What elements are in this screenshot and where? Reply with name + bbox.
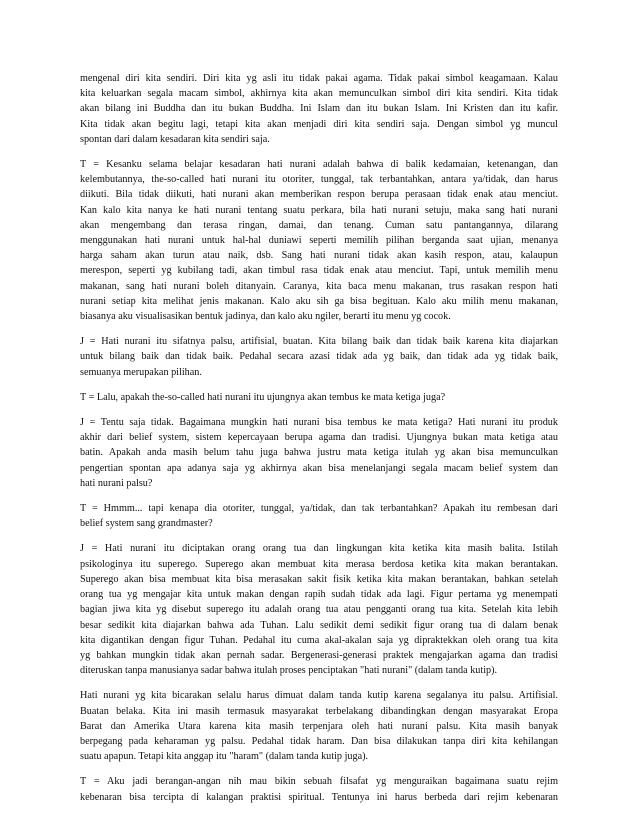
text-line: Buatan belaka. Kita ini masih termasuk masyarakat terbelakang dibandingkan dengan masyarakat Eropa xyxy=(80,705,558,717)
text-line: batin. Apakah anda masih belum tahu juga bahwa justru mata ketiga itulah yg akan bisa memunculkan xyxy=(80,447,558,459)
text-line: bagian jiwa kita yg disebut superego itu adalah orang tua atau pengganti orang tua kita. Setelah kita lebih xyxy=(80,604,558,616)
text-line: biasanya aku visualisasikan bentuk jadinya, dan kalo aku ngiler, berarti itu menu yg cocok. xyxy=(80,311,451,323)
document-page xyxy=(80,71,558,805)
text-line: T = Aku jadi berangan-angan nih mau bikin sebuah filsafat yg menguraikan bagaimana suatu rejim xyxy=(80,776,558,788)
paragraph xyxy=(80,390,558,405)
text-line: J = Hati nurani itu sifatnya palsu, artifisial, buatan. Kita bilang baik dan tidak baik karena kita diajarkan xyxy=(80,336,558,348)
text-line: T = Lalu, apakah the-so-called hati nurani itu ujungnya akan tembus ke mata ketiga juga? xyxy=(80,391,446,403)
text-line: J = Tentu saja tidak. Bagaimana mungkin hati nurani bisa tembus ke mata ketiga? Hati nurani itu produk xyxy=(80,417,558,429)
text-line: mengenal diri kita sendiri. Diri kita yg asli itu tidak pakai agama. Tidak pakai simbol keagamaan. Kalau xyxy=(80,73,558,84)
text-line: kelembutannya, the-so-called hati nurani itu otoriter, tunggal, tak terbantahkan, antara ya/tidak, dan harus xyxy=(80,174,558,186)
paragraph xyxy=(80,71,558,147)
paragraph xyxy=(80,501,558,531)
paragraph xyxy=(80,334,558,380)
text-line: diteruskan tanpa manusianya sadar bahwa itulah proses penciptakan "hati nurani" (dalam tanda kutip). xyxy=(80,665,498,677)
text-line: pengertian spontan apa adanya saja yg akhirnya akan bisa menelanjangi segala macam belief system dan xyxy=(80,462,558,474)
text-line: merespon, seperti yg kubilang tadi, akan timbul rasa tidak enak atau menciut. Tapi, untuk memilih menu xyxy=(80,265,558,277)
text-line: kita keluarkan segala macam simbol, akhirnya kita akan memunculkan simbol diri kita sendiri. Kita tidak xyxy=(80,88,558,100)
text-line: T = Kesanku selama belajar kesadaran hati nurani adalah bahwa di balik kedamaian, ketenangan, dan xyxy=(80,159,558,171)
text-line: akhir dari belief system, sistem kepercayaan berupa agama dan tradisi. Ujungnya bukan mata ketiga atau xyxy=(80,432,558,444)
text-line: akan mengembang dan terasa ringan, damai, dan tenang. Cuman satu pantangannya, dilarang xyxy=(80,219,558,231)
text-line: akan bilang ini Buddha dan itu bukan Buddha. Ini Islam dan itu bukan Islam. Ini Kristen dan itu kafir. xyxy=(80,103,558,115)
text-line: belief system sang grandmaster? xyxy=(80,518,213,530)
text-line: diikuti. Bila tidak diikuti, hati nurani akan memberikan respon berupa perasaan tidak enak atau menciut. xyxy=(80,189,558,201)
text-line: Superego akan bisa membuat kita bisa merasakan sakit fisik ketika kita makan berantakan, bahkan setelah xyxy=(80,573,558,585)
text-line: kebenaran bisa tercipta di kalangan praktisi spiritual. Tentunya ini harus berbeda dari rejim kebenaran xyxy=(80,791,558,803)
paragraph xyxy=(80,415,558,491)
text-line: hati nurani palsu? xyxy=(80,477,153,489)
text-line: semuanya merupakan pilihan. xyxy=(80,366,202,378)
text-line: Kan kalo kita nanya ke hati nurani tentang suatu perkara, bila hati nurani setuju, maka sang hati nurani xyxy=(80,204,558,216)
paragraph xyxy=(80,541,558,678)
paragraph xyxy=(80,157,558,324)
text-line: psikologinya itu superego. Superego akan membuat kita merasa berdosa ketika kita makan berantakan. xyxy=(80,558,558,570)
text-line: Kita tidak akan begitu lagi, tetapi kita akan menjadi diri kita sendiri saja. Dengan simbol yg muncul xyxy=(80,118,558,130)
text-line: berpegang pada keharaman yg palsu. Pedahal tidak haram. Dan bisa dilakukan tanpa diri kita kehilangan xyxy=(80,735,558,747)
text-line: J = Hati nurani itu diciptakan orang orang tua dan lingkungan kita ketika kita masih balita. Istilah xyxy=(80,543,558,555)
text-line: nurani setiap kita melihat jenis makanan. Kalo aku sih ga bisa begituan. Kalo aku milih menu makanan, xyxy=(80,295,558,307)
text-line: menggunakan hati nurani untuk hal-hal duniawi seperti memilih pilihan berganda saat ujian, menanya xyxy=(80,235,558,247)
text-line: makanan, sang hati nurani boleh ditanyain. Caranya, kita baca menu makanan, trus rasakan respon hati xyxy=(80,280,558,292)
text-line: spontan dari dalam kesadaran kita sendiri saja. xyxy=(80,133,270,145)
paragraph xyxy=(80,774,558,804)
text-line: Barat dan Amerika Utara karena kita masih terpenjara oleh hati nurani palsu. Kita masih banyak xyxy=(80,720,558,732)
text-line: besar sedikit kita diajarkan bahwa ada Tuhan. Lalu sedikit demi sedikit figur orang tua di dalam benak xyxy=(80,619,558,631)
text-line: kita digantikan dengan figur Tuhan. Pedahal itu cuma akal-akalan saja yg dipraktekkan oleh orang tua kita xyxy=(80,634,558,646)
paragraph xyxy=(80,688,558,764)
text-line: Hati nurani yg kita bicarakan selalu harus dimuat dalam tanda kutip karena segalanya itu palsu. Artifisial. xyxy=(80,690,558,702)
text-line: T = Hmmm... tapi kenapa dia otoriter, tunggal, ya/tidak, dan tak terbantahkan? Apakah itu rembesan dari xyxy=(80,503,558,515)
text-line: suatu apapun. Tetapi kita anggap itu "haram" (dalam tanda kutip juga). xyxy=(80,751,369,763)
text-line: harga saham akan turun atau naik, dsb. Sang hati nurani tidak akan kasih respon, atau, kalaupun xyxy=(80,250,558,262)
text-line: untuk bilang baik dan tidak baik. Pedahal secara azasi tidak ada yg baik, dan tidak ada yg tidak baik, xyxy=(80,351,558,363)
text-line: orang tua yg mengajar kita untuk makan dengan rapih sudah tidak ada lagi. Figur pertama yg menempati xyxy=(80,589,558,601)
document-body xyxy=(80,71,558,805)
text-line: yg bahkan mungkin tidak akan pernah sadar. Bergenerasi-generasi praktek mengajarkan agama dan tradisi xyxy=(80,649,558,661)
